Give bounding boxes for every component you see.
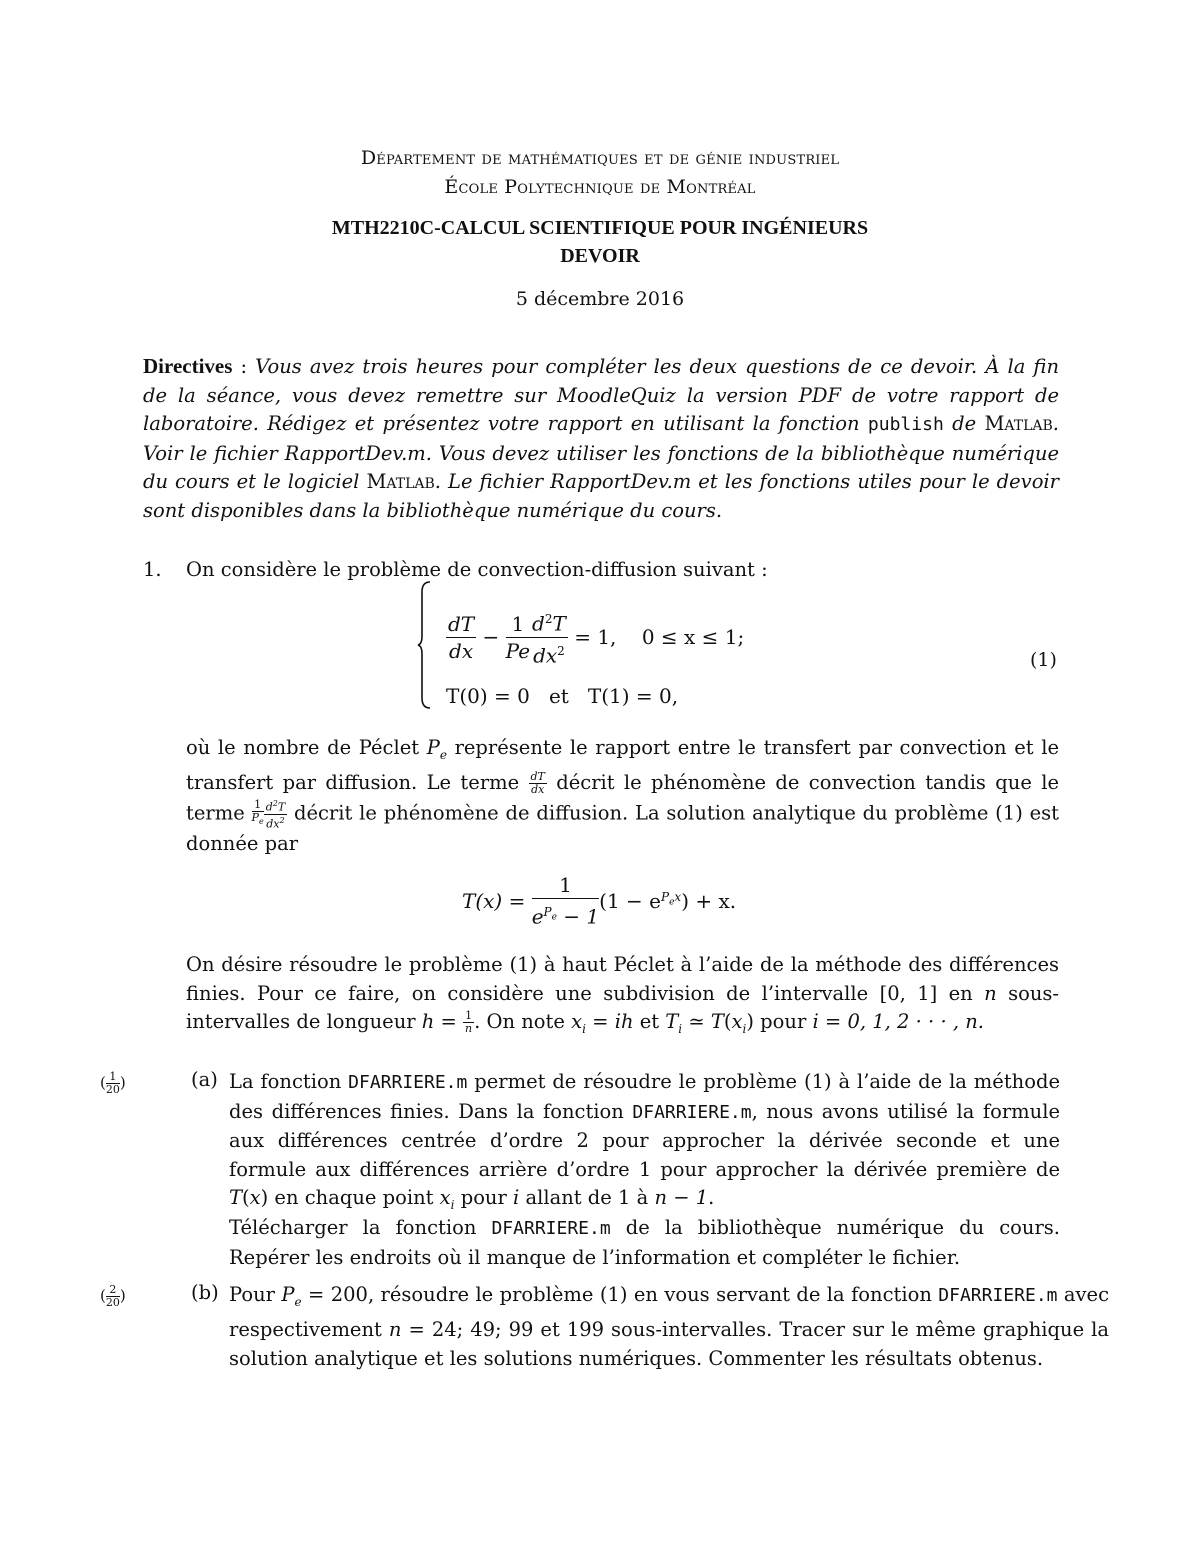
course-title: MTH2210C-CALCUL SCIENTIFIQUE POUR INGÉNIEURS [331, 217, 869, 239]
part-b-label: (b) [191, 1281, 219, 1304]
dfarriere-file-2: DFARRIERE.m [632, 1101, 752, 1123]
d2T-dx2-fraction: $\frac{d^2T}{dx^2}$ [530, 606, 568, 668]
equation-2: T(0) = 0 et T(1) = 0, [446, 684, 679, 708]
p1-text-b: représente le rapport entre le transfert par convection et le transfert par diffusion. Le terme [186, 736, 1059, 795]
analytic-solution [462, 872, 736, 930]
course-subtitle: DEVOIR [560, 245, 640, 267]
a-text-7: n − 1 [654, 1186, 709, 1209]
a-text-2: permet de résoudre le problème (1) à l’aide de la méthode des différences finies. Dans la fonction [229, 1070, 1060, 1123]
p2-text-b: sous-intervalles de longueur [186, 981, 1059, 1033]
a-text-8: . [708, 1186, 715, 1209]
points-a: ( $\frac{1}{20}$ ) [100, 1070, 126, 1096]
solution-end: ) + x. [681, 889, 737, 914]
p2-text-a: On désire résoudre le problème (1) à haut Péclet à l’aide de la méthode des différences finies. Pour ce faire, on considère une subdivision de l’intervalle [0, 1] en [186, 953, 1059, 1005]
solution-lhs: T(x) = [462, 889, 532, 914]
directives-label: Directives [143, 354, 233, 378]
directives-text-5: . Le fichier [434, 470, 551, 493]
dfarriere-file-4: DFARRIERE.m [938, 1285, 1058, 1306]
dfarriere-file-1: DFARRIERE.m [348, 1072, 468, 1093]
points-b: ( $\frac{2}{20}$ ) [100, 1283, 126, 1309]
rapport-file-2: RapportDev.m [550, 470, 692, 493]
solution-rhs-text: (1 − e [599, 889, 661, 914]
b-text-1: Pour [229, 1283, 282, 1306]
p2-text-e: pour [753, 1010, 813, 1033]
part-b-paragraph: Pour $P_e = 200$, résoudre le problème (1) en vous servant de la fonction DFARRIERE.m avec respectivement n = 24; 49; 99 et 199 sous-intervalles. Tracer sur le même graphique la solution analytique et les solutions numériques. Commenter les résultats obtenus. [229, 1283, 1109, 1370]
p1-text-d: décrit le phénomène de diffusion. La solution analytique du problème (1) est donnée par [186, 801, 1059, 856]
d2T-dx2-inline: $\frac{d^2T}{dx^2}$ [265, 798, 286, 831]
finite-difference-paragraph: On désire résoudre le problème (1) à haut Péclet à l’aide de la méthode des différences finies. Pour ce faire, on considère une subdivision de l’intervalle [0, 1] en n sous-intervalles de longueur h = $\frac{1}{n}$ . On note $x_i$ = ih et $T_i$ ≃ $T(x_i)$ pour i = 0, 1, 2 · · · , n. [186, 953, 1059, 1036]
p1-text-a: où le nombre de Péclet [186, 736, 427, 759]
rapport-file-1: RapportDev.m [284, 441, 426, 465]
question-1-number: 1. [143, 558, 162, 581]
peclet-paragraph [186, 734, 1059, 859]
one-over-n-inline: $\frac{1}{n}$ [465, 1009, 473, 1035]
pe-symbol: $P_e$ [426, 736, 447, 762]
p2-text-d: et [633, 1010, 666, 1033]
part-a-paragraph-1: La fonction DFARRIERE.m permet de résoudre le problème (1) à l’aide de la méthode des différences finies. Dans la fonction DFARRIERE.m, nous avons utilisé la formule aux différences centrée d’ordre 2 pour approcher la dérivée seconde et une formule aux différences arrière d’ordre 1 pour approcher la dérivée première de T(x) en chaque point $x_i$ pour i allant de 1 à n − 1. [229, 1070, 1060, 1212]
equation-label: (1) [1030, 649, 1057, 671]
directives-text-6: et les fonctions utiles pour le devoir sont disponibles dans la bibliothèque numérique du cours. [143, 470, 1059, 522]
document-date: 5 décembre 2016 [515, 288, 685, 310]
part-a-paragraph-2 [229, 1214, 1060, 1272]
question-1-intro: On considère le problème de convection-diffusion suivant : [186, 558, 768, 581]
solution-fraction: $\frac{1}{e^{P_e} - 1}$ [531, 873, 600, 929]
a-text-5: pour [454, 1186, 514, 1209]
b-text-2: = 200, résoudre le problème (1) en vous servant de la fonction [301, 1283, 939, 1306]
b-text-3: avec respectivement [229, 1283, 1109, 1342]
a-text-4: en chaque point [268, 1186, 440, 1209]
a-text-1: La fonction [229, 1070, 349, 1093]
a-p2-text-a: Télécharger la fonction [229, 1216, 492, 1239]
school-text: École Polytechnique de Montréal [444, 176, 756, 198]
p1-text-c: décrit le phénomène de convection tandis que le terme [186, 771, 1059, 825]
department-text: Département de mathématiques et de génie industriel [360, 147, 840, 169]
directives-body [143, 355, 1059, 522]
part-a-label: (a) [191, 1068, 218, 1091]
solution-rhs: $(1 - e^{P_ex}) + x$. [599, 889, 737, 914]
department-line [0, 147, 1200, 169]
equation-1-rest: = 1, 0 ≤ x ≤ 1; [567, 625, 745, 650]
directives-text-4: . Vous devez utiliser les fonctions de la bibliothèque numérique du cours et le logiciel [143, 441, 1060, 493]
school-line [0, 176, 1200, 198]
dT-dx-fraction: $\frac{dT}{dx}$ [448, 611, 475, 663]
one-over-pe-fraction: $\frac{1}{Pe}$ [505, 611, 531, 663]
b-text-4: = 24; 49; 99 et 199 sous-intervalles. Tracer sur le même graphique la solution analytique et les solutions numériques. Commenter les résultats obtenus. [229, 1318, 1109, 1370]
a-text-6: allant de 1 à [519, 1186, 655, 1209]
p2-text-f: i = 0, 1, 2 · · · , n. [812, 1010, 984, 1033]
publish-keyword: publish [867, 414, 944, 435]
matlab-name-1: Matlab [984, 412, 1053, 435]
dT-dx-inline: $\frac{dT}{dx}$ [530, 770, 545, 797]
equation-1: $\frac{dT}{dx}$ − $\frac{1}{Pe}$ $\frac{d^2T}{dx^2}$ = 1, 0 ≤ x ≤ 1; [446, 606, 744, 668]
a-p2-text-b: de la bibliothèque numérique du cours. Repérer les endroits où il manque de l’information et compléter le fichier. [229, 1216, 1060, 1269]
directives-text-3: . Voir le fichier [143, 412, 1059, 465]
matlab-name-2: Matlab [366, 470, 435, 493]
a-text-3: , nous avons utilisé la formule aux différences centrée d’ordre 2 pour approcher la dérivée seconde et une formule aux différences arrière d’ordre 1 pour approcher la dérivée première de [229, 1099, 1060, 1181]
directives-text-1: Vous avez trois heures pour compléter les deux questions de ce devoir. À la fin de la séance, vous devez remettre sur MoodleQuiz la version PDF de votre rapport de laboratoire. Rédigez et présentez votre rapport en utilisant la fonction [143, 355, 1059, 435]
one-over-pe-inline: $\frac{1}{P_e}$ [251, 798, 264, 827]
directives-colon: : [232, 355, 256, 378]
p2-text-c: . On note [474, 1010, 572, 1033]
directives-paragraph [143, 352, 1059, 525]
left-brace [417, 580, 431, 710]
dfarriere-file-3: DFARRIERE.m [491, 1218, 611, 1239]
directives-text-2: de [943, 412, 985, 435]
